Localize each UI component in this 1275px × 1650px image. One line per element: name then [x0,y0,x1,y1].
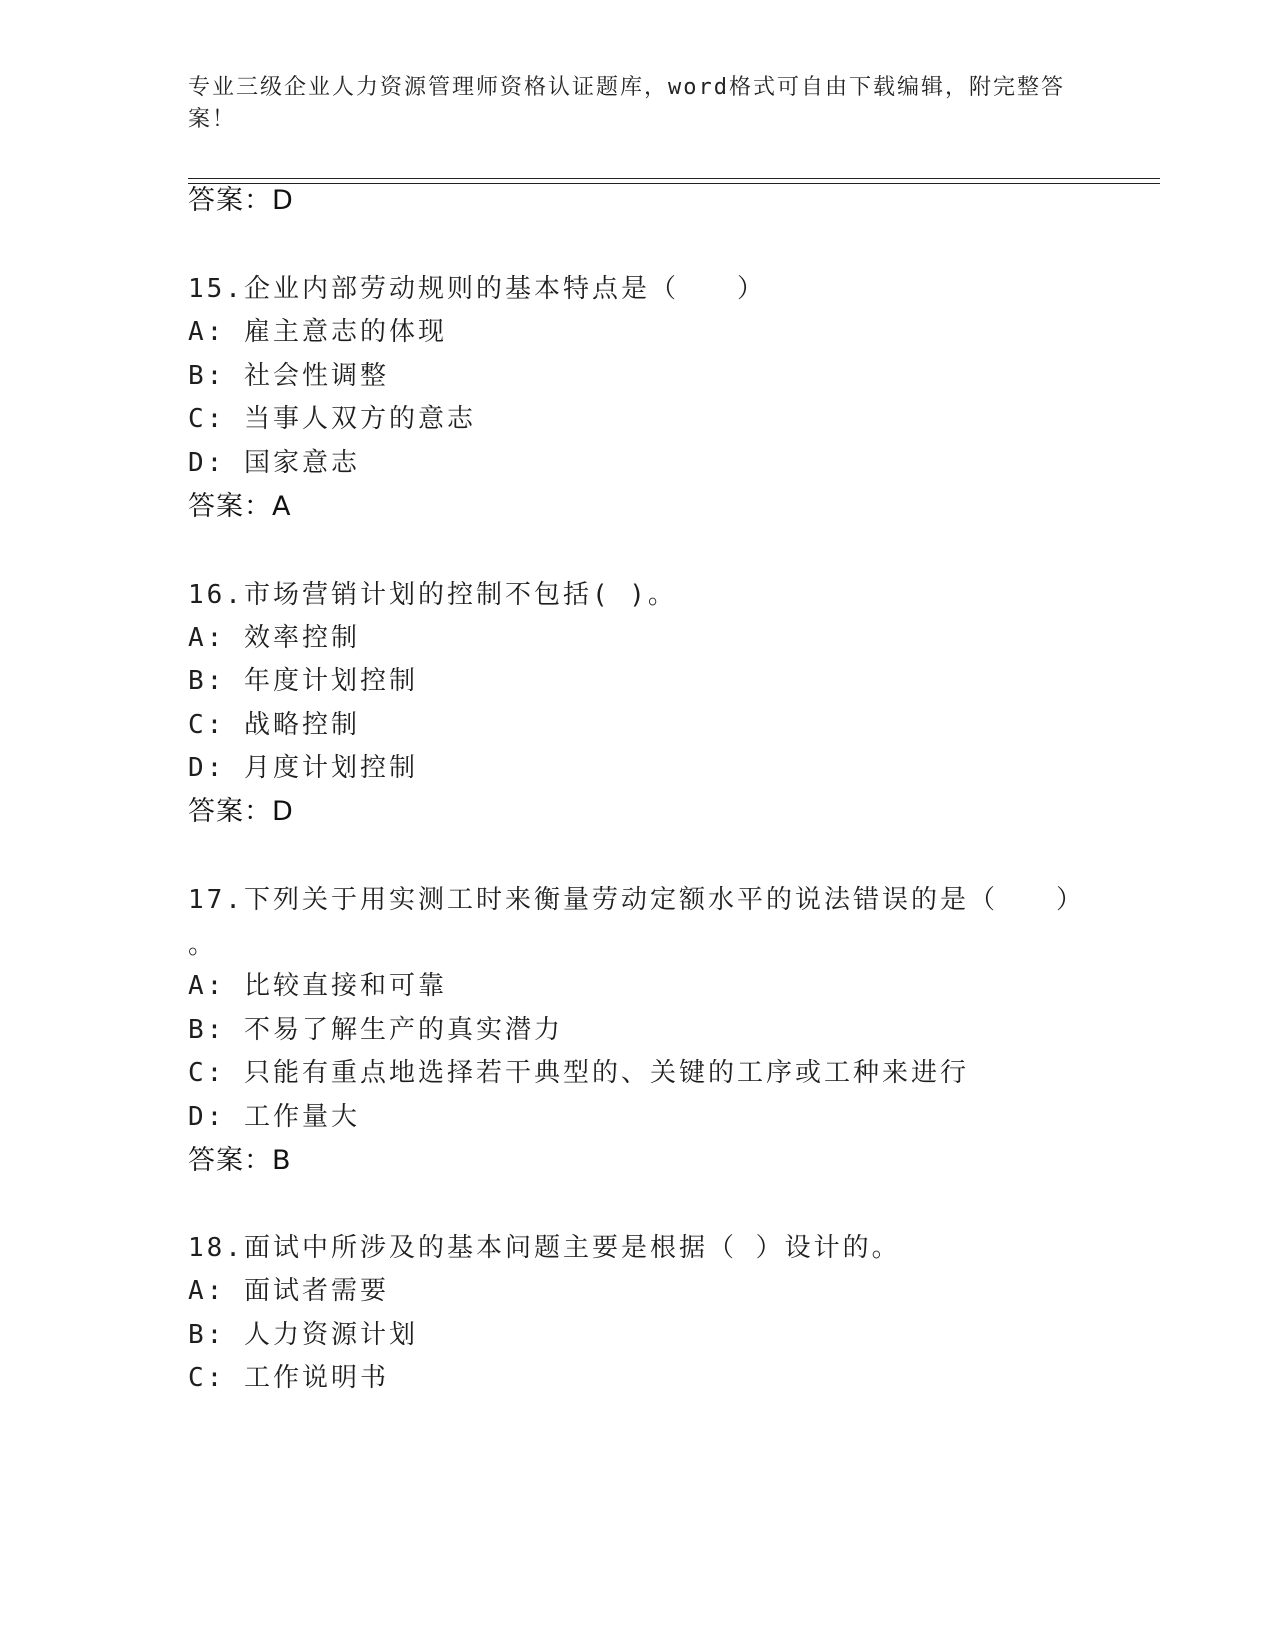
question-16-option-a: A: 效率控制 [188,623,360,653]
question-16-stem: 16.市场营销计划的控制不包括( )。 [188,580,677,610]
question-15-option-d: D: 国家意志 [188,448,360,478]
document-header: 专业三级企业人力资源管理师资格认证题库，word格式可自由下载编辑，附完整答案！ [188,75,1065,132]
question-17-option-a: A: 比较直接和可靠 [188,971,447,1001]
question-18-option-c: C: 工作说明书 [188,1363,389,1393]
question-18-stem: 18.面试中所涉及的基本问题主要是根据（ ）设计的。 [188,1233,901,1263]
question-16-answer: 答案：D [188,796,294,827]
question-16-option-b: B: 年度计划控制 [188,666,418,696]
question-18-option-a: A: 面试者需要 [188,1276,389,1306]
question-15-option-a: A: 雇主意志的体现 [188,317,447,347]
question-15-stem: 15.企业内部劳动规则的基本特点是（ ） [188,274,766,304]
header-divider-top [188,178,1160,179]
question-16-option-d: D: 月度计划控制 [188,753,418,783]
question-17-option-d: D: 工作量大 [188,1102,360,1132]
question-15-answer: 答案：A [188,491,292,522]
question-15-option-b: B: 社会性调整 [188,361,389,391]
header-divider-bottom [188,183,1160,184]
question-15-option-c: C: 当事人双方的意志 [188,404,476,434]
question-17-option-b: B: 不易了解生产的真实潜力 [188,1015,563,1045]
question-17-stem: 17.下列关于用实测工时来衡量劳动定额水平的说法错误的是（ ） [188,885,1085,915]
question-17-option-c: C: 只能有重点地选择若干典型的、关键的工序或工种来进行 [188,1058,969,1088]
question-17-answer: 答案：B [188,1145,292,1176]
question-16-option-c: C: 战略控制 [188,710,360,740]
prev-answer: 答案：D [188,185,294,216]
question-17-stem-continuation: 。 [188,930,218,960]
question-18-option-b: B: 人力资源计划 [188,1320,418,1350]
